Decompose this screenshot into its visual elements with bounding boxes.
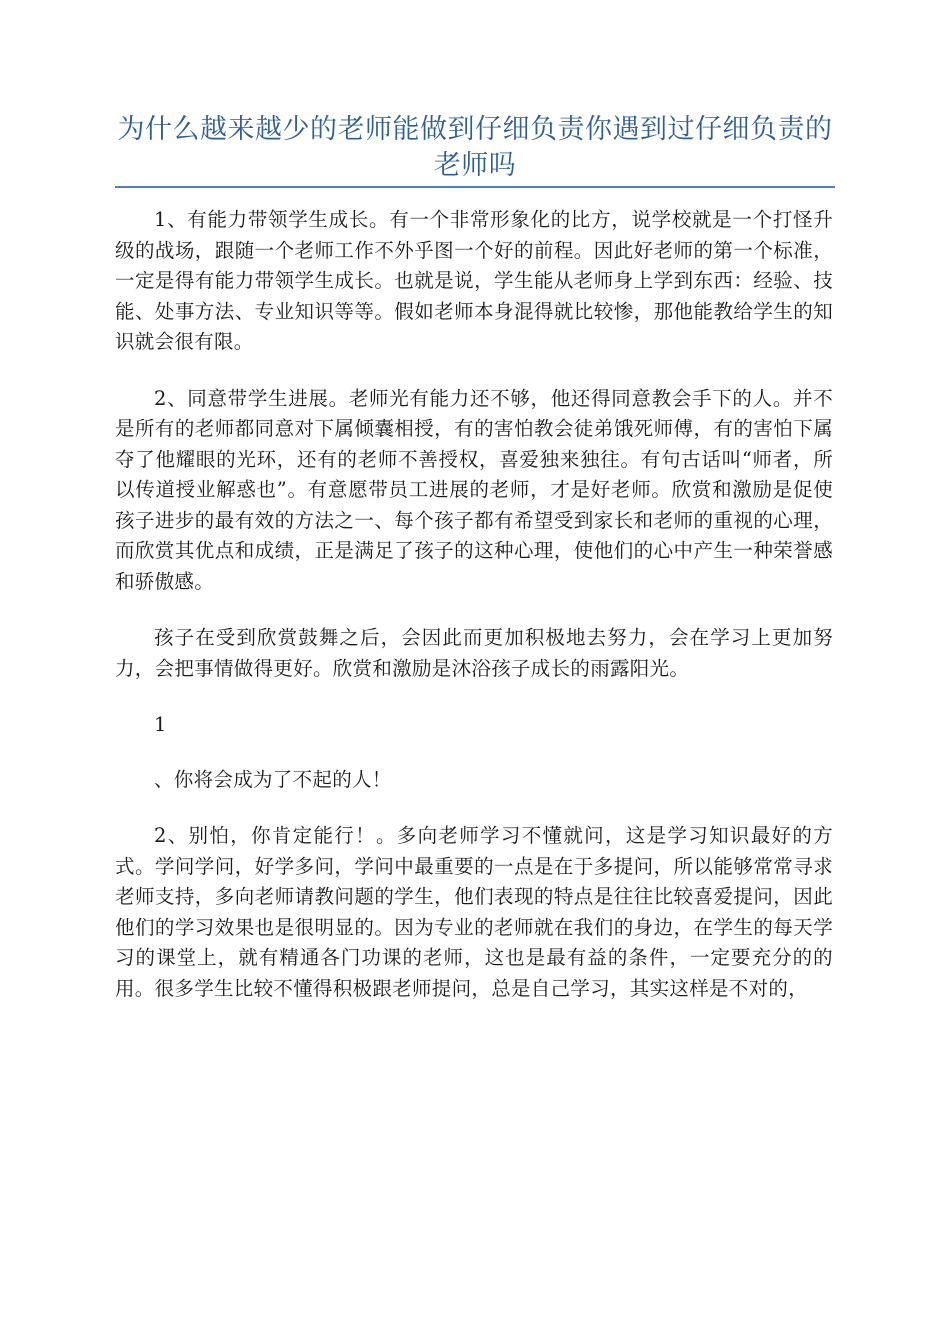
paragraph-2: 2、同意带学生进展。老师光有能力还不够，他还得同意教会手下的人。并不是所有的老师都同意对下属倾囊相授，有的害怕教会徒弟饿死师傅，有的害怕下属夺了他耀眼的光环，还有的老师不善授权，喜爱独来独往。有句古话叫“师者，所以传道授业解惑也”。有意愿带员工进展的老师，才是好老师。欣赏和激励是促使孩子进步的最有效的方法之一、每个孩子都有希望受到家长和老师的重视的心理，而欣赏其优点和成绩，正是满足了孩子的这种心理，使他们的心中产生一种荣誉感和骄傲感。	[115, 386, 833, 593]
paragraph-4: 、你将会成为了不起的人！	[154, 767, 392, 791]
paragraph-number-fragment: 1	[154, 713, 167, 736]
paragraph-1: 1、有能力带领学生成长。有一个非常形象化的比方，说学校就是一个打怪升级的战场，跟随一个老师工作不外乎图一个好的前程。因此好老师的第一个标准，一定是得有能力带领学生成长。也就是说，学生能从老师身上学到东西：经验、技能、处事方法、专业知识等等。假如老师本身混得就比较惨，那他能教给学生的知识就会很有限。	[115, 208, 833, 353]
title-underline	[115, 186, 835, 188]
document-title: 为什么越来越少的老师能做到仔细负责你遇到过仔细负责的老师吗	[117, 114, 833, 181]
paragraph-3: 孩子在受到欣赏鼓舞之后，会因此而更加积极地去努力，会在学习上更加努力，会把事情做得更好。欣赏和激励是沐浴孩子成长的雨露阳光。	[115, 626, 833, 680]
document-body	[115, 205, 833, 1030]
paragraph-5: 2、别怕，你肯定能行！。多向老师学习不懂就问，这是学习知识最好的方式。学问学问，好学多问，学问中最重要的一点是在于多提问，所以能够常常寻求老师支持，多向老师请教问题的学生，他们表现的特点是往往比较喜爱提问，因此他们的学习效果也是很明显的。因为专业的老师就在我们的身边，在学生的每天学习的课堂上，就有精通各门功课的老师，这也是最有益的条件，一定要充分的的用。很多学生比较不懂得积极跟老师提问，总是自己学习，其实这样是不对的，	[115, 824, 833, 1000]
